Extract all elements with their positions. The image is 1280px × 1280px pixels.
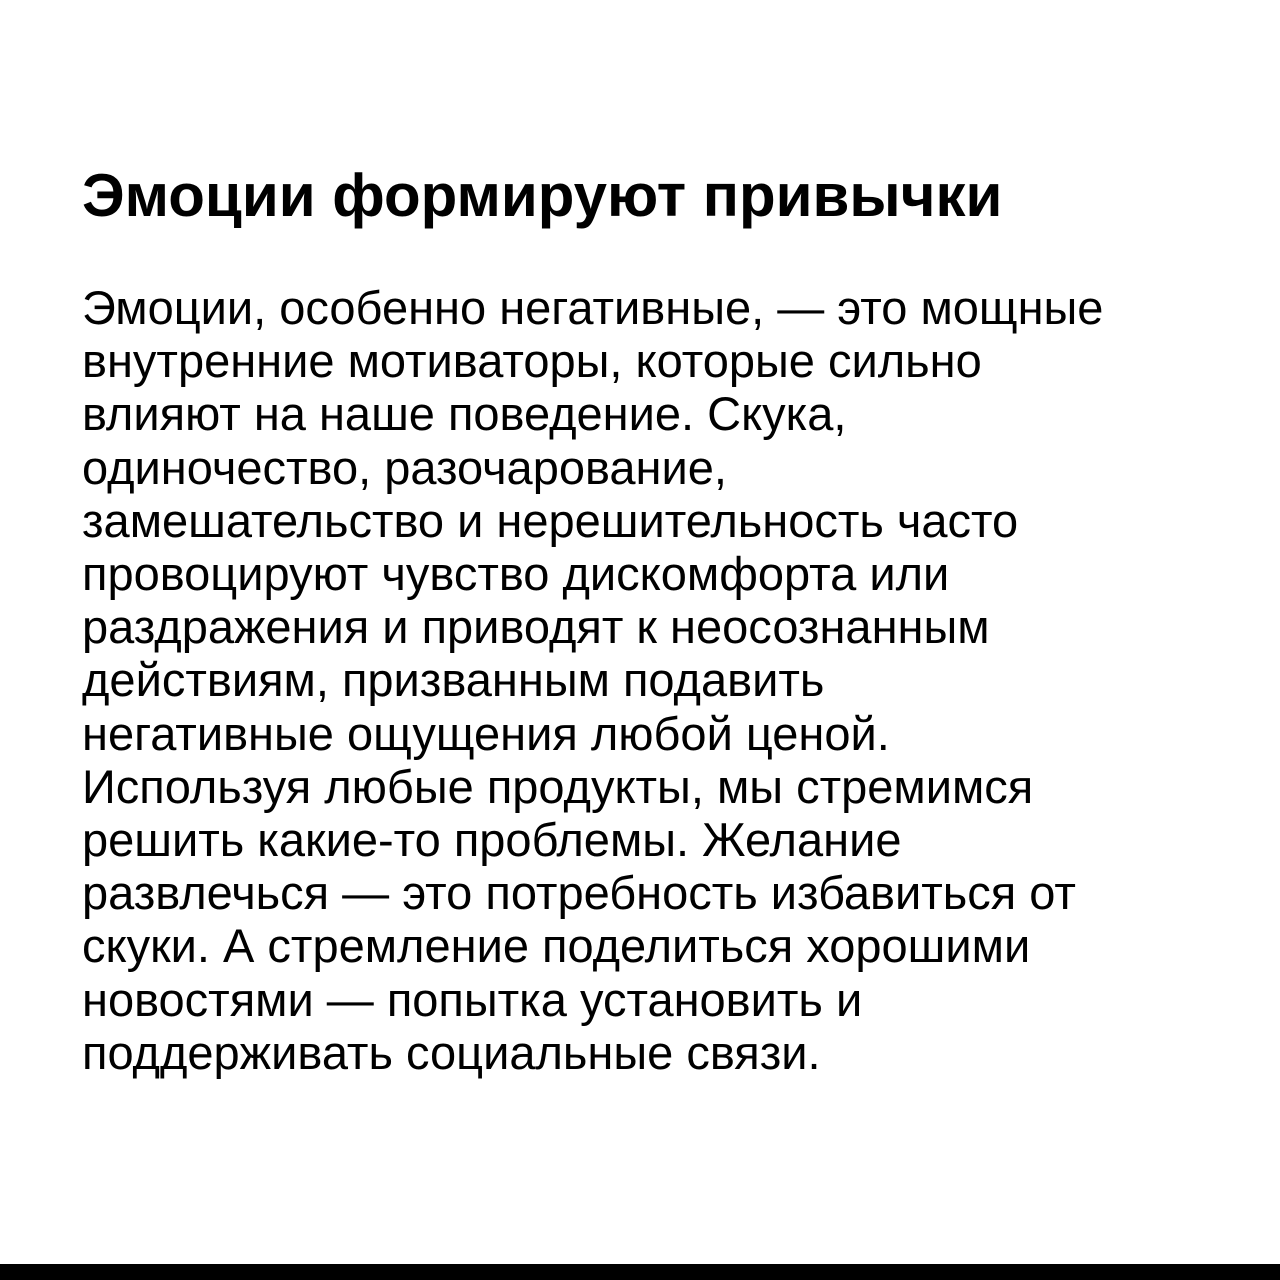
body-line: негативные ощущения любой ценой. xyxy=(82,706,890,760)
body-line: действиям, призванным подавить xyxy=(82,653,825,707)
body-line: развлечься — это потребность избавиться от xyxy=(82,866,1076,920)
body-line: раздражения и приводят к неосознанным xyxy=(82,600,990,654)
slide-title: Эмоции формируют привычки xyxy=(82,162,1003,229)
body-line: скуки. А стремление поделиться хорошими xyxy=(82,919,1031,973)
body-line: решить какие-то проблемы. Желание xyxy=(82,813,902,867)
body-line: влияют на наше поведение. Скука, xyxy=(82,387,847,441)
body-line: новостями — попытка установить и xyxy=(82,972,863,1026)
body-line: провоцируют чувство дискомфорта или xyxy=(82,547,950,601)
body-line: одиночество, разочарование, xyxy=(82,440,727,494)
body-line: внутренние мотиваторы, которые сильно xyxy=(82,334,982,388)
bottom-bar xyxy=(0,1264,1280,1280)
body-line: поддерживать социальные связи. xyxy=(82,1025,821,1079)
body-line: Эмоции, особенно негативные, — это мощные xyxy=(82,281,1104,334)
body-line: замешательство и нерешительность часто xyxy=(82,493,1019,547)
body-paragraph xyxy=(82,281,1222,1079)
body-line: Используя любые продукты, мы стремимся xyxy=(82,759,1034,813)
